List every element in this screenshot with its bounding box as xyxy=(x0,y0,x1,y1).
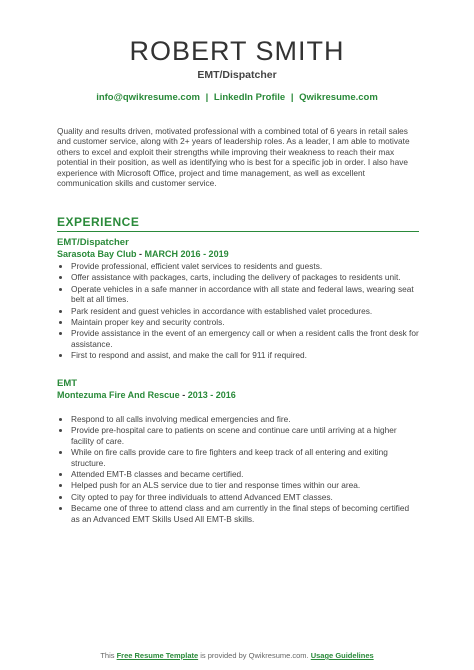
bullet-item: • Park resident and guest vehicles in accordance with established valet procedures. xyxy=(71,306,419,316)
footer-middle: is provided by Qwikresume.com. xyxy=(200,651,309,660)
footer xyxy=(0,651,474,660)
bullet-item: • Operate vehicles in a safe manner in accordance with all state and federal laws, wearing seat belt at all times. xyxy=(71,284,419,305)
contact-separator: | xyxy=(290,92,294,103)
bullet-item: • City opted to pay for three individuals to attend Advanced EMT classes. xyxy=(71,492,419,502)
website-link[interactable]: Qwikresume.com xyxy=(299,92,378,103)
bullet-item: • First to respond and assist, and make the call for 911 if required. xyxy=(71,350,419,360)
experience-heading: EXPERIENCE xyxy=(57,215,140,229)
usage-guidelines-link[interactable]: Usage Guidelines xyxy=(310,651,374,660)
bullet-item: • Maintain proper key and security controls. xyxy=(71,317,419,327)
job-company: Sarasota Bay Club xyxy=(57,249,137,259)
bullet-item: • Provide pre-hospital care to patients on scene and continue care until arriving at a higher facility of care. xyxy=(71,425,419,446)
section-divider xyxy=(57,231,419,232)
bullet-item: • Became one of three to attend class and am currently in the final steps of becoming certified as an Advanced EMT Skills Used All EMT-B skills. xyxy=(71,503,419,524)
bullet-item: • Helped push for an ALS service due to tier and response times within our area. xyxy=(71,480,419,490)
contact-line xyxy=(0,92,474,103)
job-meta: Montezuma Fire And Rescue - 2013 - 2016 xyxy=(57,390,236,400)
job-dates: MARCH 2016 - 2019 xyxy=(144,249,229,259)
job-bullets xyxy=(57,414,419,524)
job-meta: Sarasota Bay Club - MARCH 2016 - 2019 xyxy=(57,249,229,259)
bullet-item: • Offer assistance with packages, carts, including the delivery of packages to residents unit. xyxy=(71,272,419,282)
job-title: EMT xyxy=(57,378,78,389)
footer-prefix: This xyxy=(100,651,115,660)
summary-paragraph: Quality and results driven, motivated professional with a combined total of 6 years in retail sales and customer service, along with 2+ years of leadership roles. As a leader, I am able to motivate others to excel and exploit their strengths while improving their weakness to reach their max potential in their position, as well as identifying who is best for a specific job in order. I also have experience with Microsoft Office, project and time management, as well as excellent communication skills and customer service. xyxy=(57,126,410,189)
job-title: EMT/Dispatcher xyxy=(57,237,129,248)
bullet-item: • Attended EMT-B classes and became certified. xyxy=(71,469,419,479)
candidate-role: EMT/Dispatcher xyxy=(197,69,277,81)
bullet-item: • Provide professional, efficient valet services to residents and guests. xyxy=(71,261,419,271)
job-entry xyxy=(57,237,419,362)
email-link[interactable]: info@qwikresume.com xyxy=(96,92,200,103)
bullet-item: • Provide assistance in the event of an emergency call or when a resident calls the front desk for assistance. xyxy=(71,328,419,349)
linkedin-link[interactable]: LinkedIn Profile xyxy=(213,92,286,103)
job-company: Montezuma Fire And Rescue xyxy=(57,390,180,400)
job-dates: 2013 - 2016 xyxy=(187,390,236,400)
bullet-item: • While on fire calls provide care to fire fighters and keep track of all entering and exiting structure. xyxy=(71,447,419,468)
contact-separator: | xyxy=(205,92,209,103)
bullet-item: • Respond to all calls involving medical emergencies and fire. xyxy=(71,414,419,424)
job-bullets xyxy=(57,261,419,361)
candidate-name: ROBERT SMITH xyxy=(129,36,345,66)
job-entry xyxy=(57,378,419,525)
free-template-link[interactable]: Free Resume Template xyxy=(116,651,199,660)
